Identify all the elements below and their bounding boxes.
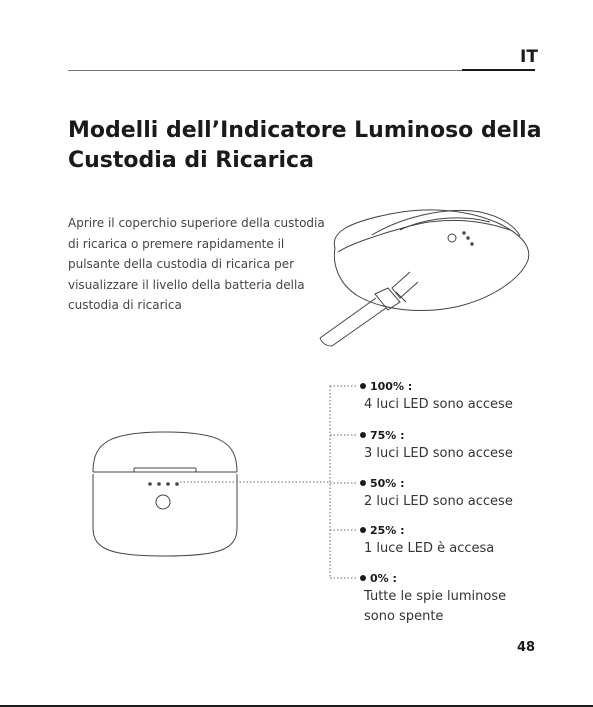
header-rule-accent [462,69,535,71]
intro-paragraph: Aprire il coperchio superiore della custodia di ricarica o premere rapidamente il pulsante della custodia di ricarica per visualizzare il livello della batteria della custodia di ricarica [68,216,325,312]
language-code: IT [520,47,538,67]
battery-level-0 [364,571,524,627]
level-percent: 25% : [370,523,405,537]
level-description: 3 luci LED sono accese [364,446,513,461]
led-connector-lines [180,380,370,580]
level-percent: 50% : [370,476,405,490]
battery-level-25 [364,523,524,559]
level-percent: 0% : [370,571,397,585]
page-number: 48 [517,640,536,655]
level-description: 4 luci LED sono accese [364,397,513,412]
level-percent: 100% : [370,379,413,393]
level-description: 1 luce LED è accesa [364,541,495,556]
bullet-icon [360,383,366,389]
level-description: Tutte le spie luminose sono spente [364,589,507,624]
battery-level-50 [364,476,524,512]
bullet-icon [360,527,366,533]
page-title: Modelli dell’Indicatore Luminoso della Custodia di Ricarica [68,118,542,173]
bullet-icon [360,432,366,438]
battery-level-100 [364,379,524,415]
bullet-icon [360,575,366,581]
bullet-icon [360,480,366,486]
level-description: 2 luci LED sono accese [364,494,513,509]
charging-case-with-cable-illustration [310,200,540,350]
battery-level-75 [364,428,524,464]
level-percent: 75% : [370,428,405,442]
